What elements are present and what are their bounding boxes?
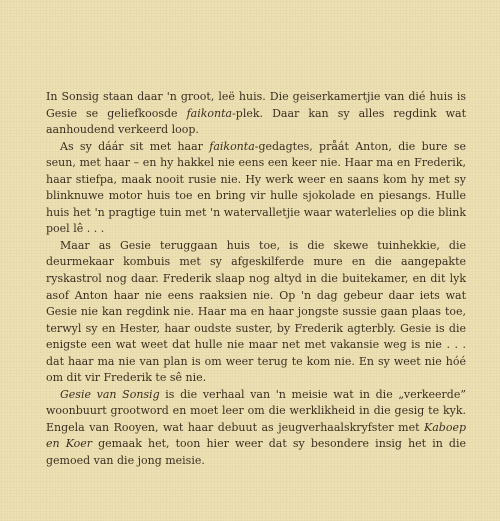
blurb-paragraph-1 [46, 89, 466, 139]
blurb-paragraph-3 [46, 238, 466, 387]
italic-term-faikonta: faikonta [209, 139, 255, 153]
text-run: is die verhaal van 'n meisie wat in die „verkeerde” woonbuurt grootword en moet leer om die werklikheid in die gesig te kyk. Engela van Rooyen, wat haar debuut as jeugverhaalskryfster met [46, 387, 466, 434]
text-run: gemaak het, toon hier weer dat sy besondere insig het in die gemoed van die jong meisie. [46, 437, 466, 468]
italic-book-title: Gesie van Sonsig [60, 387, 160, 401]
text-run: -plek. Daar kan sy alles regdink wat aanhoudend verkeerd loop. [46, 106, 466, 137]
text-run: Maar as Gesie teruggaan huis toe, is die skewe tuinhekkie, die deurmekaar kombuis met sy afgeskilferde mure en die aangepakte ryskastrol nog daar. Frederik slaap nog altyd in die buitekamer, en dit lyk asof Anton haar nie eens raaksien nie. Op 'n dag gebeur daar iets wat Gesie nie kan regdink nie. Haar ma en haar jongste sussie gaan plaas toe, terwyl sy en Hester, haar oudste suster, by Frederik agterbly. Gesie is die enigste een wat weet dat hulle nie maar net met vakansie weg is nie . . . dat haar ma nie van plan is om weer terug te kom nie. En sy weet nie hóé om dit vir Frederik te sê nie. [46, 238, 466, 385]
text-run: -gedagtes, pråát Anton, die bure se seun, met haar – en hy hakkel nie eens een keer nie. Haar ma en Frederik, haar stiefpa, maak nooit rusie nie. Hy werk weer en saans kom hy met sy blinknuwe motor huis toe en bring vir hulle sjokolade en piesangs. Hulle huis het 'n pragtige tuin met 'n watervalletjie waar waterlelies op die blink poel lê . . . [46, 139, 466, 236]
blurb-paragraph-4 [46, 387, 466, 470]
italic-term-faikonta: faikonta [186, 106, 233, 120]
text-run: As sy dáár sit met haar [60, 139, 210, 153]
blurb-paragraph-2 [46, 139, 466, 238]
blurb-text [46, 89, 466, 470]
italic-book-title: Kaboep en Koer [46, 420, 466, 451]
text-run: In Sonsig staan daar 'n groot, leë huis. Die geiserkamertjie van dié huis is Gesie se geliefkoosde [46, 90, 466, 120]
